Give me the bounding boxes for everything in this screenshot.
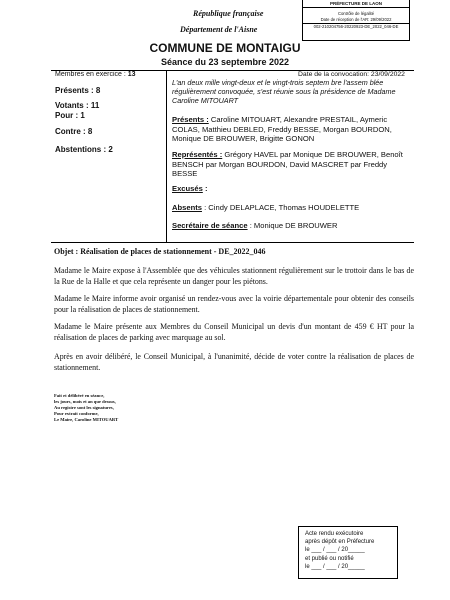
convocation-date: Date de la convocation: 23/09/2022: [298, 71, 405, 78]
signature-line: Le Maire, Caroline MITOUART: [54, 417, 119, 422]
members-row: [55, 71, 136, 78]
paragraph-1: Madame le Maire expose à l'Assemblée que des véhicules stationnent régulièrement sur le trottoir dans le bas de la Rue de la Halle et que cela représente un danger pour les piétons.: [54, 266, 414, 286]
stamp-header: PRÉFECTURE DE LAON: [303, 0, 409, 8]
presents-block: [172, 115, 412, 144]
presents-text: Caroline MITOUART, Alexandre PRESTAIL, Aymeric COLAS, Matthieu DEBLED, Freddy BESSE, Morgan BOURDON, Monique DE BROUWER, Brigitte GONON: [172, 115, 392, 143]
presents-label: Présents :: [172, 115, 209, 124]
absent-label: Absents: [172, 203, 202, 212]
count-label: Votants :: [55, 101, 89, 110]
paragraph-3: Madame le Maire présente aux Membres du Conseil Municipal un devis d'un montant de 459 € HT pour la réalisation de places de parking avec marquage au sol.: [54, 322, 414, 342]
count-label: Pour :: [55, 111, 79, 120]
box-line: le ___ / ___ / 20_____: [305, 563, 365, 570]
count-label: Présents :: [55, 86, 94, 95]
bottom-rule: [51, 242, 414, 243]
count-value: 2: [108, 145, 113, 154]
count-value: 11: [90, 101, 100, 110]
prefecture-stamp: [302, 0, 410, 41]
republic-header: République française: [193, 9, 264, 18]
count-value: 8: [95, 86, 101, 95]
deliberation-object: Objet : Réalisation de places de stationnement - DE_2022_046: [54, 247, 266, 256]
count-label: Abstentions :: [55, 145, 107, 154]
represented-block: [172, 150, 412, 179]
count-value: 8: [87, 127, 93, 136]
signature-line: Pour extrait conforme,: [54, 411, 99, 416]
secretary-label: Secrétaire de séance: [172, 221, 248, 230]
secretary-text: : Monique DE BROUWER: [247, 221, 338, 230]
executory-box: [298, 526, 398, 579]
stamp-line-3: 002-210204756-20220923-DE_2022_046-DE: [303, 23, 409, 30]
column-divider: [166, 70, 167, 242]
represented-text: Grégory HAVEL par Monique DE BROUWER, Benoît BENSCH par Morgan BOURDON, David MASCRET par Freddy BESSE: [172, 150, 403, 178]
session-intro: L'an deux mille vingt-deux et le vingt-trois septem bre l'assem blée régulièrement convoquée, s'est réunie sous la présidence de Madame Caroline MITOUART: [172, 78, 396, 105]
paragraph-2: Madame le Maire informe avoir organisé un rendez-vous avec la voirie départementale pour obtenir des conseils pour la réalisation de places de stationnement.: [54, 294, 414, 314]
signature-line: les jours, mois et an que dessus,: [54, 399, 116, 404]
signature-note: [54, 393, 118, 423]
excused-block: [172, 184, 412, 194]
box-line: le ___ / ___ / 20_____: [305, 547, 365, 554]
members-label: Membres en exercice :: [55, 71, 126, 78]
box-line: après dépôt en Préfecture: [305, 539, 375, 546]
count-presents: [55, 86, 100, 95]
count-value: 1: [80, 111, 85, 120]
secretary-block: [172, 221, 412, 231]
count-contre: [55, 127, 92, 136]
stamp-line-1: Contrôle de légalité: [337, 11, 375, 16]
absent-text: : Cindy DELAPLACE, Thomas HOUDELETTE: [201, 203, 360, 212]
signature-line: Au registre sont les signatures,: [54, 405, 114, 410]
excused-text: :: [202, 184, 208, 193]
commune-title: COMMUNE DE MONTAIGU: [149, 41, 301, 55]
count-abstentions: [55, 145, 113, 154]
stamp-line-2: Date de réception de l'AR: 29/09/2022: [320, 17, 392, 22]
represented-label: Représentés :: [172, 150, 223, 159]
count-label: Contre :: [55, 127, 86, 136]
box-line: et publié ou notifié: [305, 555, 354, 562]
box-line: Acte rendu exécutoire: [305, 531, 364, 537]
count-votants: [55, 101, 99, 110]
session-date: Séance du 23 septembre 2022: [160, 57, 290, 67]
excused-label: Excusés: [172, 184, 203, 193]
paragraph-4: Après en avoir délibéré, le Conseil Municipal, à l'unanimité, décide de voter contre la réalisation de places de stationnement.: [54, 352, 414, 372]
signature-line: Fait et délibéré en séance,: [54, 393, 105, 398]
department-header: Département de l'Aisne: [180, 25, 258, 34]
members-value: 13: [127, 71, 136, 78]
absent-block: [172, 203, 412, 213]
count-pour: [55, 111, 85, 120]
